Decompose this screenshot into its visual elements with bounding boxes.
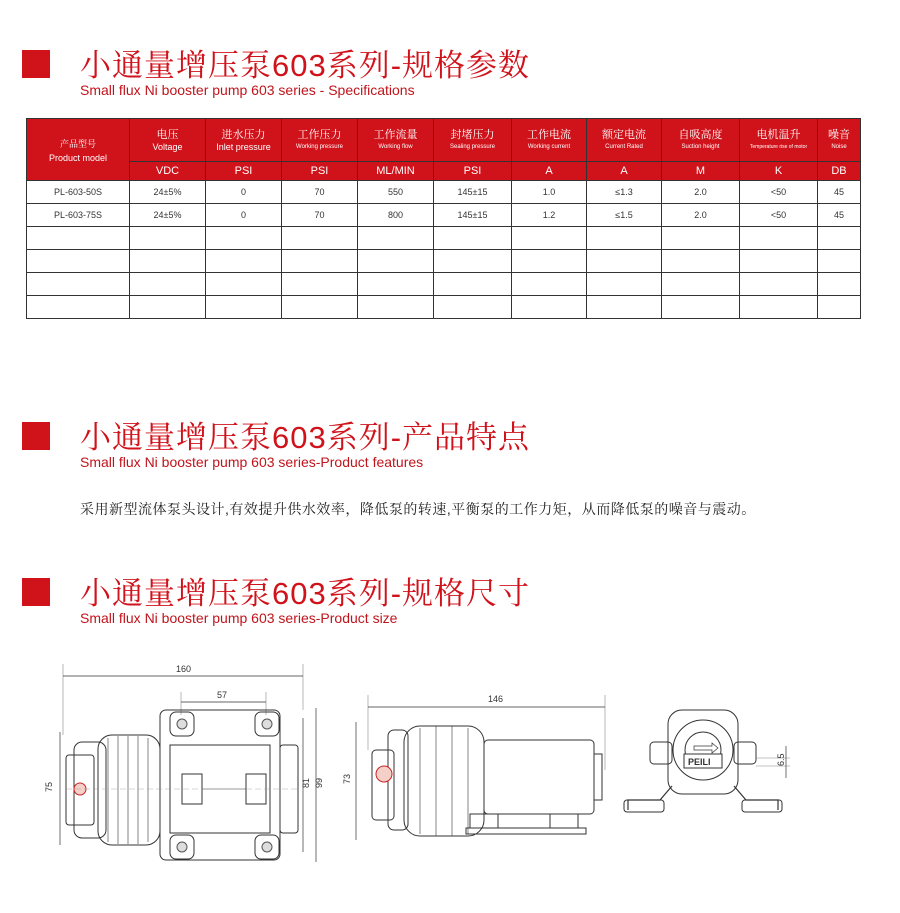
table-cell: <50 [740, 181, 818, 204]
header-voltage: 电压 Voltage [130, 119, 206, 162]
header-suction-height: 自吸高度 Suction height [662, 119, 740, 162]
table-cell: <50 [740, 204, 818, 227]
table-cell: 550 [358, 181, 434, 204]
header-sealing-pressure: 封堵压力 Sealing pressure [434, 119, 512, 162]
table-row-empty [27, 273, 861, 296]
section-title-en: Small flux Ni booster pump 603 series - Specifications [80, 82, 415, 98]
table-cell: 800 [358, 204, 434, 227]
header-current-rated: 额定电流 Current Rated [587, 119, 662, 162]
dim-160-label: 160 [176, 664, 192, 674]
table-cell: 2.0 [662, 181, 740, 204]
table-cell: 45 [818, 181, 861, 204]
dim-6-5-label: 6.5 [776, 753, 786, 766]
unit-cell: VDC [130, 162, 206, 181]
table-cell: 145±15 [434, 204, 512, 227]
section-title-zh: 小通量增压泵603系列-规格参数 [80, 48, 531, 83]
section-marker [22, 50, 50, 78]
dimension-drawings [0, 650, 900, 913]
unit-cell: M [662, 162, 740, 181]
table-cell: 1.0 [512, 181, 587, 204]
header-working-current: 工作电流 Working current [512, 119, 587, 162]
table-cell: 70 [282, 204, 358, 227]
unit-cell: ML/MIN [358, 162, 434, 181]
table-cell: ≤1.5 [587, 204, 662, 227]
table-cell: PL-603-50S [27, 181, 130, 204]
unit-cell: DB [818, 162, 861, 181]
unit-cell: PSI [282, 162, 358, 181]
table-cell: PL-603-75S [27, 204, 130, 227]
table-cell: 24±5% [130, 204, 206, 227]
spec-table [26, 118, 861, 319]
table-cell: 1.2 [512, 204, 587, 227]
section-marker [22, 578, 50, 606]
header-working-pressure: 工作压力 Working pressure [282, 119, 358, 162]
unit-cell: K [740, 162, 818, 181]
dim-57-label: 57 [217, 690, 228, 700]
table-cell: 145±15 [434, 181, 512, 204]
section-title-zh: 小通量增压泵603系列-产品特点 [80, 420, 531, 455]
table-cell: 24±5% [130, 181, 206, 204]
section-marker [22, 422, 50, 450]
features-text: 采用新型流体泵头设计,有效提升供水效率，降低泵的转速,平衡泵的工作力矩，从而降低泵的噪音与震动。 [80, 501, 756, 517]
section-title-en: Small flux Ni booster pump 603 series-Product size [80, 610, 398, 626]
dim-81-label: 81 [301, 777, 311, 788]
table-row-empty [27, 250, 861, 273]
dim-146-label: 146 [488, 694, 504, 704]
table-cell: 2.0 [662, 204, 740, 227]
header-working-flow: 工作流量 Working flow [358, 119, 434, 162]
brand-label: PEILI [688, 757, 711, 767]
section-title-en: Small flux Ni booster pump 603 series-Product features [80, 454, 424, 470]
header-inlet-pressure: 进水压力 Inlet pressure [206, 119, 282, 162]
table-cell: 0 [206, 204, 282, 227]
dim-75-label: 75 [44, 781, 54, 792]
table-cell: 45 [818, 204, 861, 227]
pump-top-view [44, 664, 324, 862]
unit-cell: A [587, 162, 662, 181]
dim-73-label: 73 [342, 773, 352, 784]
pump-side-view [342, 694, 605, 840]
section-title-zh: 小通量增压泵603系列-规格尺寸 [80, 576, 531, 611]
unit-cell: PSI [434, 162, 512, 181]
header-motor-temp-rise: 电机温升 Temperature rise of motor [740, 119, 818, 162]
table-cell: 70 [282, 181, 358, 204]
header-noise: 噪音 Noise [818, 119, 861, 162]
unit-cell: A [512, 162, 587, 181]
dim-99-label: 99 [314, 777, 324, 788]
header-product-model: 产品型号 Product model [27, 119, 130, 181]
table-row-empty [27, 296, 861, 319]
table-cell: ≤1.3 [587, 181, 662, 204]
unit-cell: PSI [206, 162, 282, 181]
table-row [27, 204, 861, 227]
table-cell: 0 [206, 181, 282, 204]
pump-front-view [624, 710, 790, 812]
table-row [27, 181, 861, 204]
table-row-empty [27, 227, 861, 250]
